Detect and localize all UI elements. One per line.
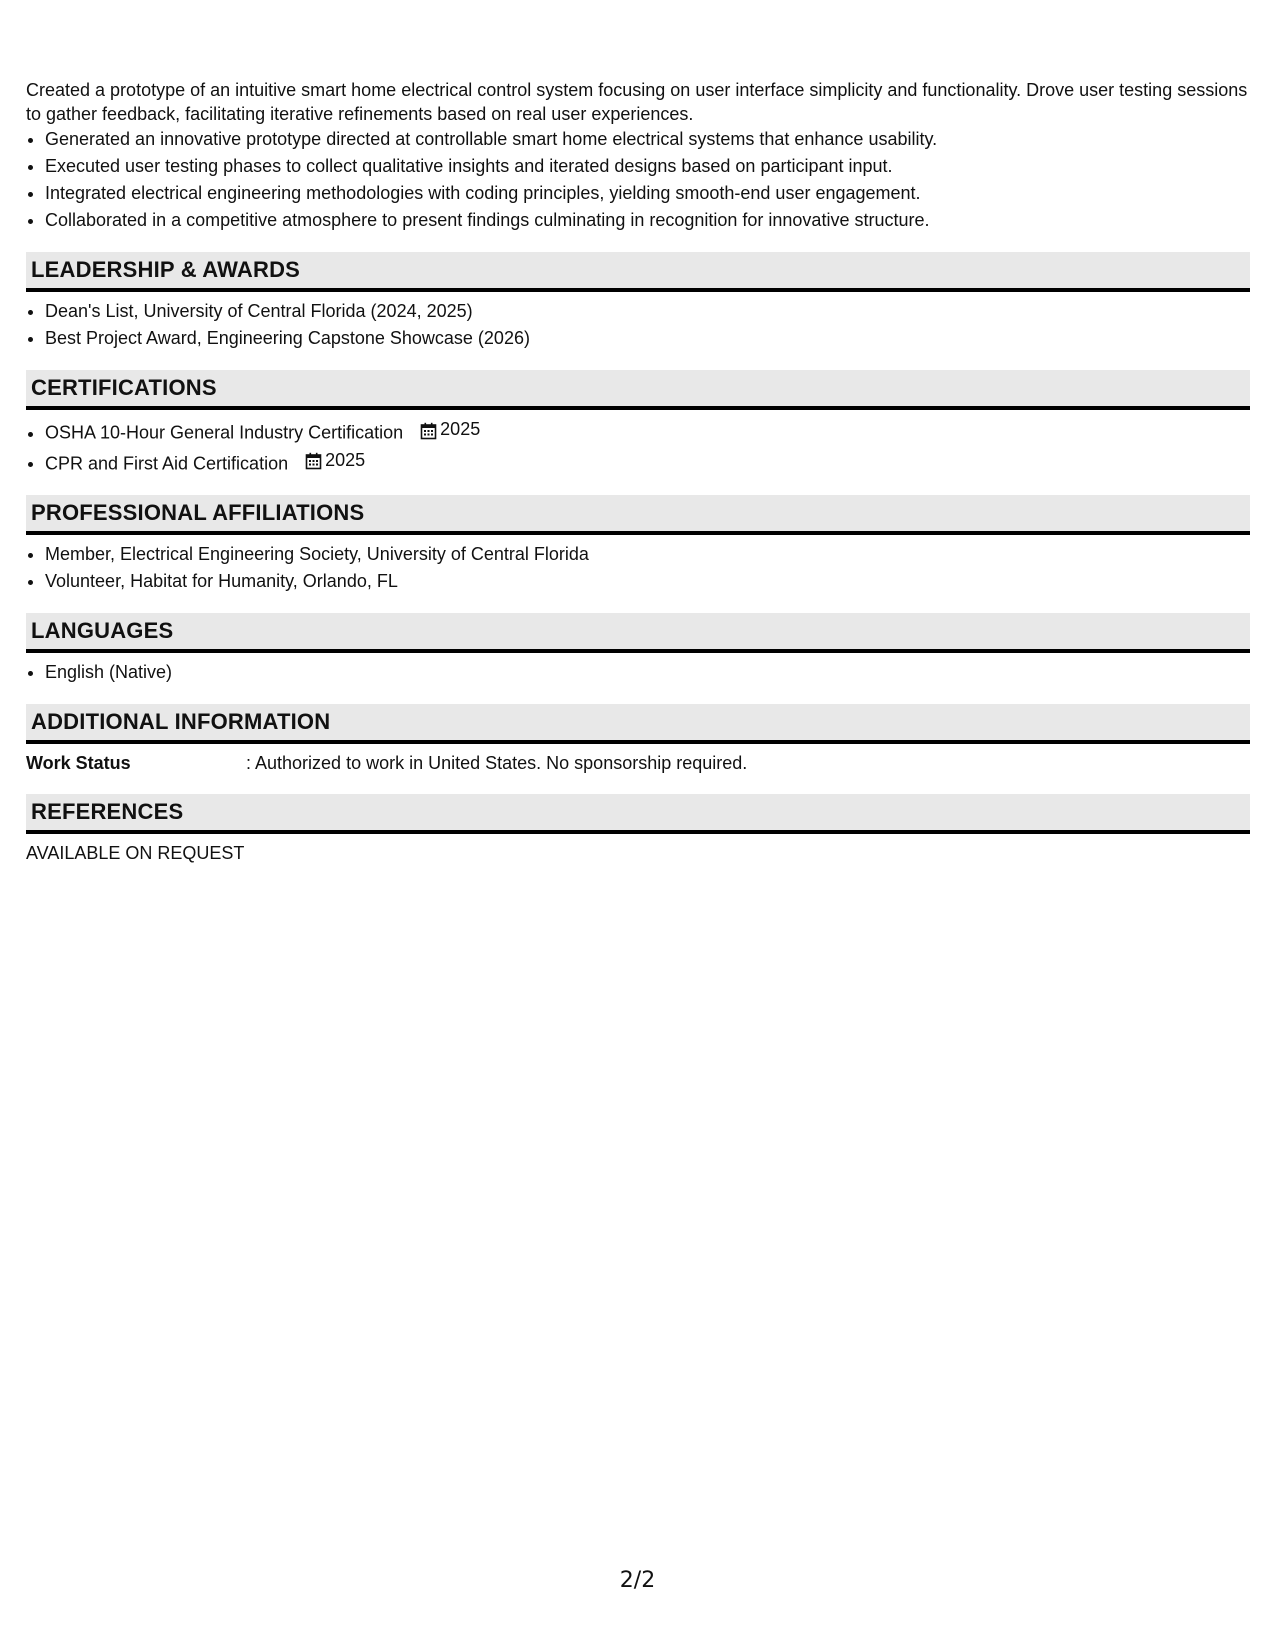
certification-year: 2025 (440, 419, 481, 439)
section-heading: LEADERSHIP & AWARDS (26, 252, 1250, 292)
calendar-icon (420, 422, 437, 440)
languages-list (26, 659, 1250, 686)
languages-section (26, 613, 1250, 686)
references-section (26, 794, 1250, 866)
project-description: Created a prototype of an intuitive smart home electrical control system focusing on user interface simplicity and functionality. Drove user testing sessions to gather feedback, facilitating iterative refinements based on real user experiences. (26, 80, 1248, 124)
list-item (45, 447, 1250, 478)
page-number: 2/2 (619, 1568, 656, 1593)
project-bullet-list (26, 126, 1250, 234)
list-item: • Member, Electrical Engineering Society, University of Central Florida (45, 541, 1250, 568)
leadership-section (26, 252, 1250, 352)
affiliations-list (26, 541, 1250, 595)
certification-name: CPR and First Aid Certification (45, 453, 289, 473)
resume-page (26, 78, 1250, 866)
section-heading: CERTIFICATIONS (26, 370, 1250, 410)
certification-date (420, 416, 480, 443)
work-status-label: Work Status (26, 753, 131, 773)
list-item: • Executed user testing phases to collect qualitative insights and iterated designs based on participant input. (45, 153, 1250, 180)
certification-date (305, 447, 365, 474)
list-item: • Best Project Award, Engineering Capstone Showcase (2026) (45, 325, 1250, 352)
references-text: AVAILABLE ON REQUEST (26, 843, 245, 863)
certifications-list (26, 416, 1250, 477)
list-item: • Integrated electrical engineering methodologies with coding principles, yielding smooth-end user engagement. (45, 180, 1250, 207)
affiliations-section (26, 495, 1250, 595)
section-heading: PROFESSIONAL AFFILIATIONS (26, 495, 1250, 535)
section-heading: REFERENCES (26, 794, 1250, 834)
calendar-icon (305, 452, 322, 470)
list-item: • Volunteer, Habitat for Humanity, Orlando, FL (45, 568, 1250, 595)
certification-year: 2025 (325, 449, 366, 470)
certifications-section (26, 370, 1250, 477)
list-item: • Generated an innovative prototype directed at controllable smart home electrical systems that enhance usability. (45, 126, 1250, 153)
work-status-row (26, 750, 1250, 776)
section-heading: LANGUAGES (26, 613, 1250, 653)
leadership-list (26, 298, 1250, 352)
list-item: • Collaborated in a competitive atmosphere to present findings culminating in recognition for innovative structure. (45, 207, 1250, 234)
section-heading: ADDITIONAL INFORMATION (26, 704, 1250, 744)
list-item: • Dean's List, University of Central Florida (2024, 2025) (45, 298, 1250, 325)
list-item (45, 416, 1250, 447)
certification-name: OSHA 10-Hour General Industry Certification (45, 422, 404, 443)
list-item: • English (Native) (45, 659, 1250, 686)
additional-information-section (26, 704, 1250, 776)
work-status-value: : Authorized to work in United States. No sponsorship required. (246, 753, 748, 773)
